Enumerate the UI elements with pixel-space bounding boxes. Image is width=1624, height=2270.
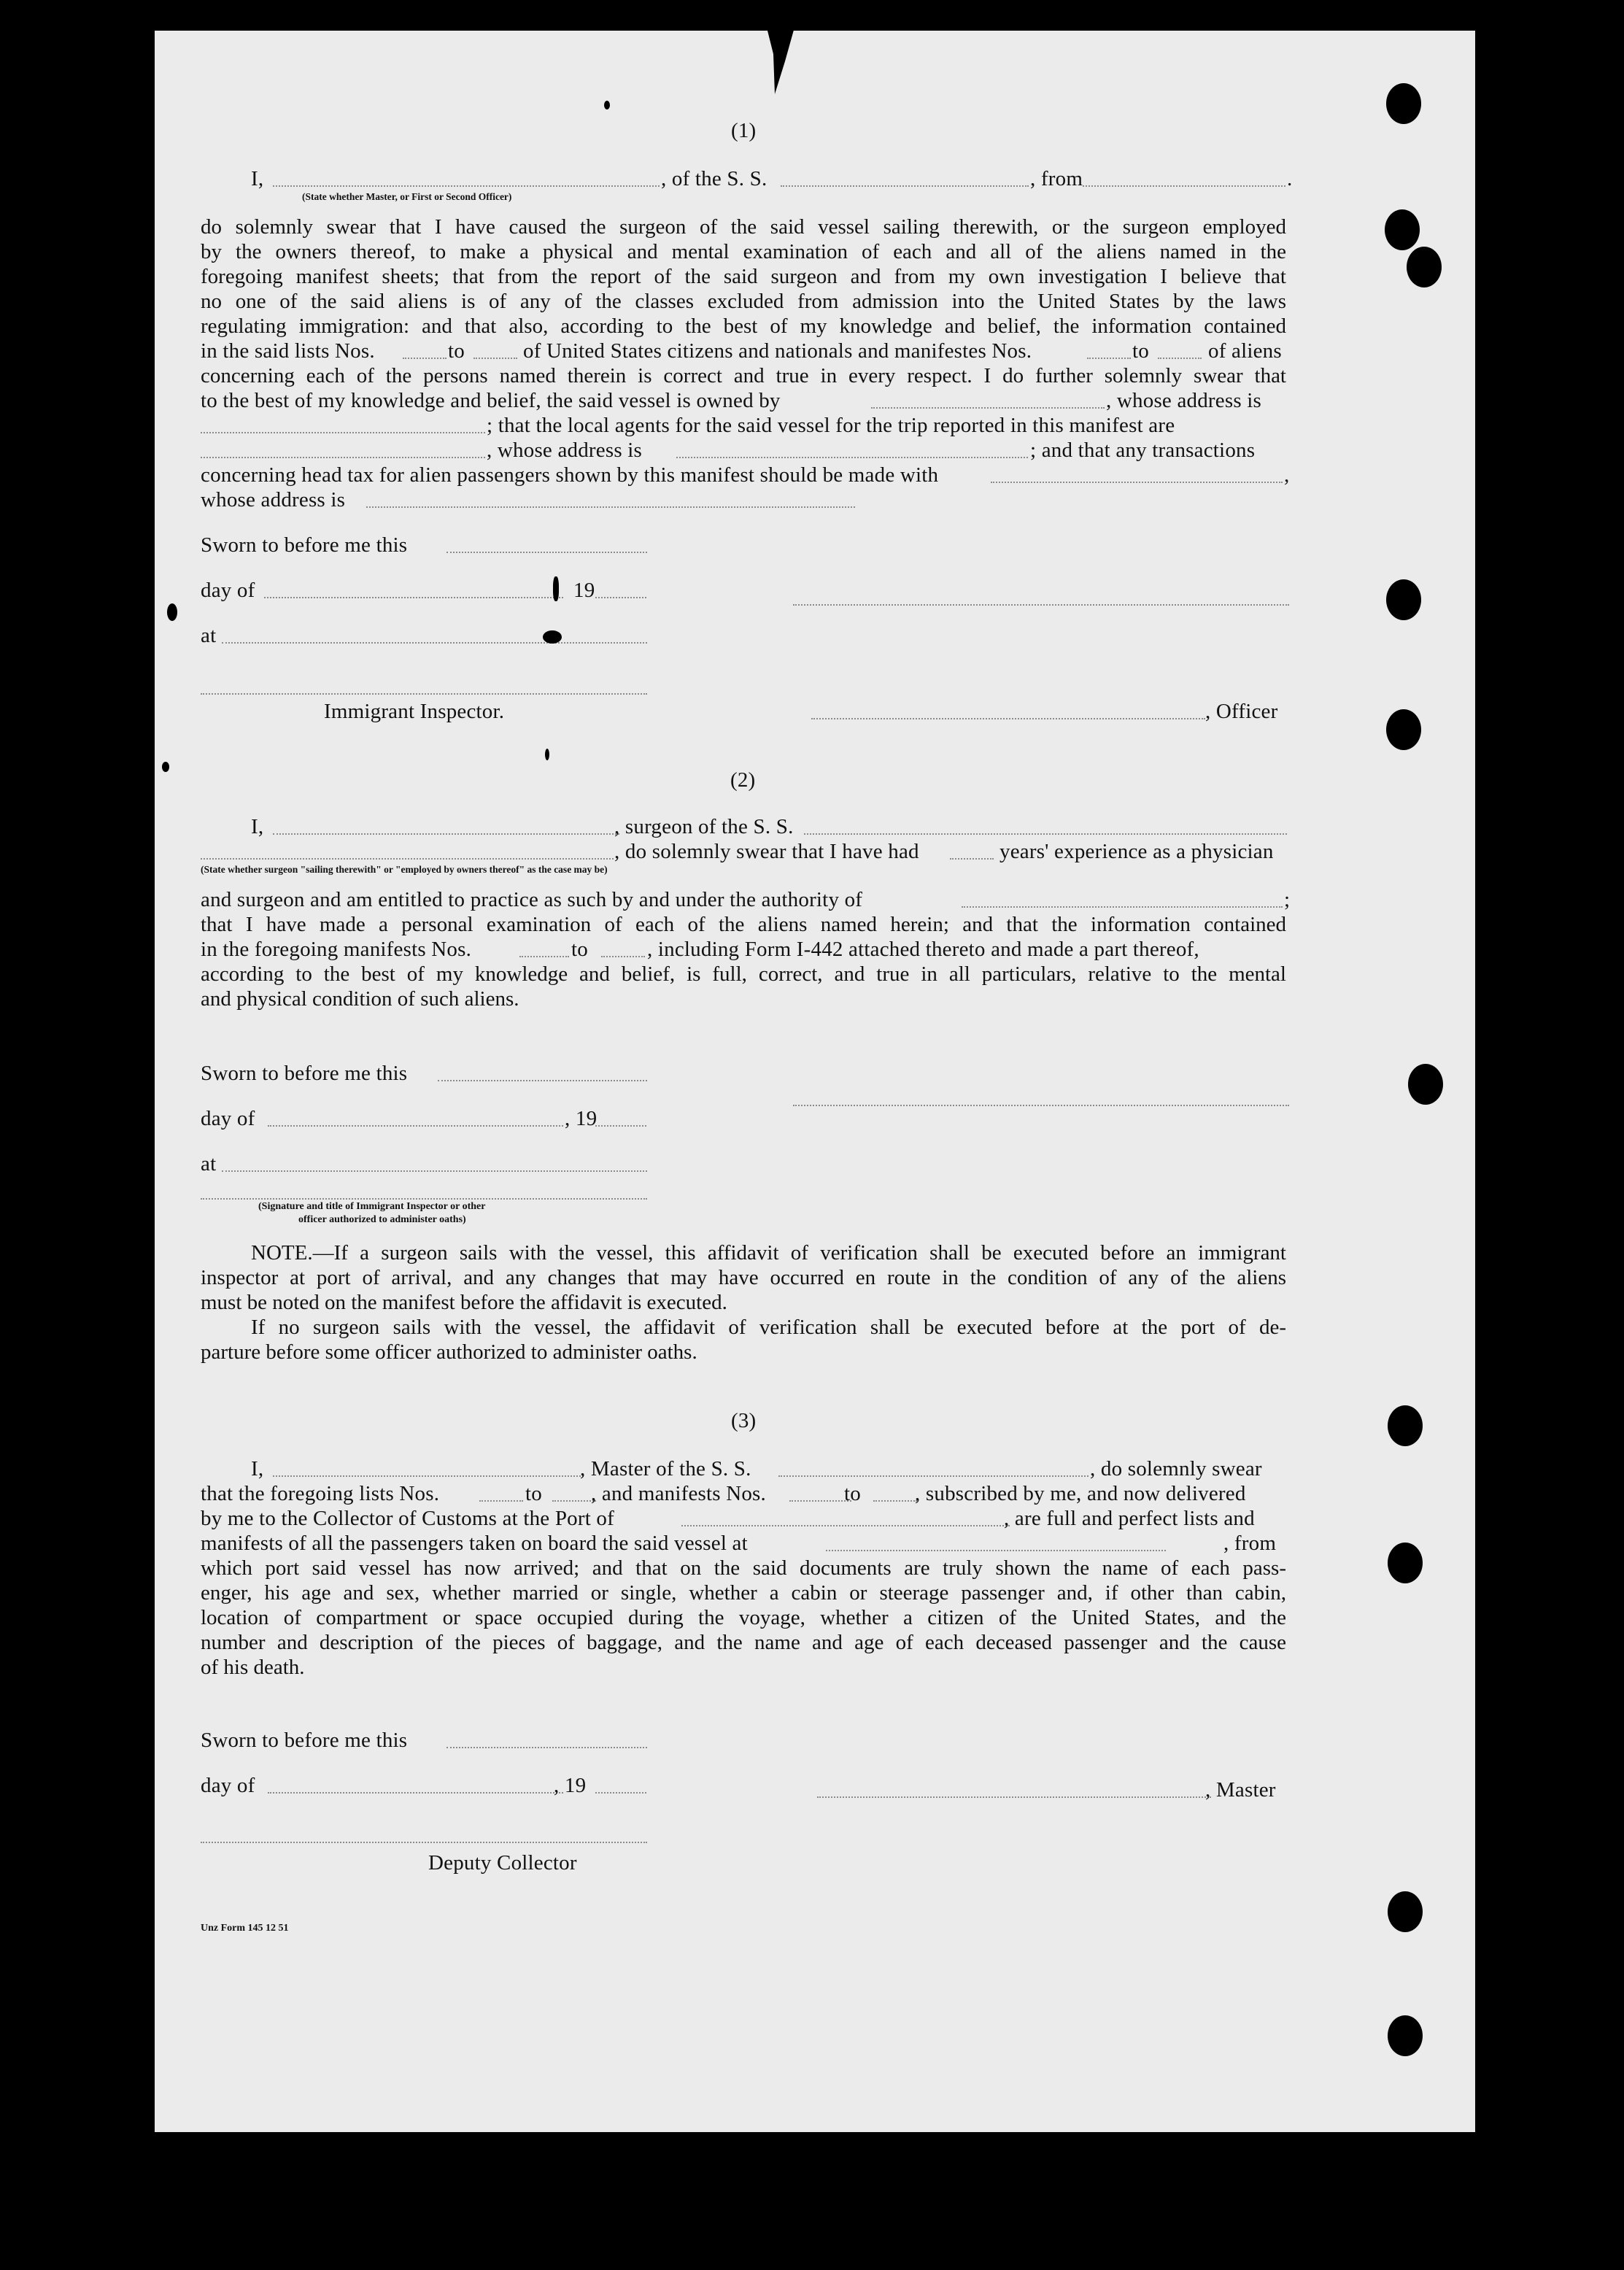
year-field[interactable] [595, 597, 646, 598]
to-label: to [844, 1482, 861, 1505]
manifests-to-field[interactable] [601, 956, 645, 957]
whose-address-label: , whose address is [487, 439, 643, 462]
body-line: no one of the said aliens is of any of the classes excluded from admission into the United States by the laws [201, 290, 1286, 313]
full-lists-label: , are full and perfect lists and [1004, 1507, 1255, 1530]
transactions-label: ; and that any transactions [1030, 439, 1256, 462]
body-line: do solemnly swear that I have caused the surgeon of the said vessel sailing therewith, or the surgeon employed [201, 215, 1286, 239]
sworn-day-field[interactable] [438, 1080, 647, 1081]
sworn-label: Sworn to before me this [201, 533, 408, 557]
body-line: and physical condition of such aliens. [201, 987, 519, 1011]
body-line: that I have made a personal examination of each of the aliens named herein; and that the information contained [201, 913, 1286, 936]
officer-note: (State whether Master, or First or Second Officer) [302, 191, 512, 202]
section-1-body [201, 215, 1286, 339]
at-label: at [201, 624, 217, 647]
section-3-i: I, [251, 1457, 264, 1480]
surgeon-signature-line[interactable] [793, 1105, 1289, 1106]
to-label: to [1132, 339, 1149, 363]
officer-name-field[interactable] [273, 185, 660, 187]
from-label: , from [1223, 1532, 1277, 1555]
deputy-collector-label: Deputy Collector [428, 1851, 577, 1875]
note-line: If no surgeon sails with the vessel, the affidavit of verification shall be executed before at the port of de- [251, 1316, 1286, 1339]
punch-hole [1388, 1543, 1423, 1583]
year-field[interactable] [595, 1792, 646, 1794]
lists-label: in the said lists Nos. [201, 339, 375, 363]
authority-field[interactable] [962, 906, 1283, 908]
year-field[interactable] [595, 1125, 646, 1127]
body-line: of his death. [201, 1656, 305, 1679]
master-label: , Master [1205, 1778, 1276, 1802]
to-label: to [525, 1482, 542, 1505]
month-field[interactable] [268, 1792, 563, 1794]
day-of-label: day of [201, 1107, 255, 1130]
master-of-label: , Master of the S. S. [580, 1457, 751, 1480]
section-1-number: (1) [731, 119, 757, 142]
years-experience-label: years' experience as a physician [999, 840, 1274, 863]
location-field[interactable] [222, 642, 647, 644]
from-port-field[interactable] [1083, 185, 1285, 187]
manifests-from-field[interactable] [789, 1500, 851, 1502]
ink-speck [545, 749, 549, 760]
year-label: , 19 [554, 1774, 587, 1797]
of-the-ss-label: , of the S. S. [661, 167, 767, 190]
body-line: which port said vessel has now arrived; and that on the said documents are truly shown the name of each pass- [201, 1556, 1286, 1580]
manifests-to-field[interactable] [1158, 358, 1202, 359]
signature-note-line-2: officer authorized to administer oaths) [298, 1214, 466, 1225]
surgeon-status-field[interactable] [201, 858, 614, 860]
owner-address-field[interactable] [201, 432, 485, 433]
signature-note-line-1: (Signature and title of Immigrant Inspector or other [258, 1201, 486, 1212]
owned-by-label: to the best of my knowledge and belief, the said vessel is owned by [201, 389, 781, 412]
owner-field[interactable] [871, 407, 1105, 409]
year-label: , 19 [565, 1107, 598, 1130]
body-line: concerning each of the persons named therein is correct and true in every respect. I do further solemnly swear that [201, 364, 1286, 387]
master-vessel-field[interactable] [778, 1475, 1089, 1477]
collector-signature-line[interactable] [201, 1842, 647, 1843]
body-line: location of compartment or space occupied during the voyage, whether a citizen of the United States, and the [201, 1606, 1286, 1629]
of-aliens-label: of aliens [1208, 339, 1282, 363]
form-number: Unz Form 145 12 51 [201, 1923, 289, 1934]
location-field[interactable] [222, 1170, 647, 1172]
section-2-body-2 [201, 962, 1286, 1011]
semicolon: ; [1284, 888, 1291, 911]
boarding-port-field[interactable] [826, 1550, 1166, 1551]
lists-to-field[interactable] [473, 358, 517, 359]
at-label: at [201, 1152, 217, 1175]
day-of-label: day of [201, 1774, 255, 1797]
note-block [201, 1240, 1286, 1364]
swear-label: , do solemnly swear that I have had [614, 840, 919, 863]
ink-speck [118, 1497, 125, 1510]
note-line: NOTE.—If a surgeon sails with the vessel, this affidavit of verification shall be executed before an immigrant [251, 1241, 1286, 1265]
month-field[interactable] [264, 597, 563, 598]
to-label: to [448, 339, 465, 363]
officer-signature-line[interactable] [793, 604, 1289, 606]
head-tax-contact-field[interactable] [991, 482, 1283, 483]
head-tax-label: concerning head tax for alien passengers shown by this manifest should be made with [201, 463, 939, 487]
inspector-signature-line[interactable] [201, 1198, 647, 1200]
lists-from-field[interactable] [479, 1500, 523, 1502]
master-signature-line[interactable] [817, 1796, 1211, 1798]
manifests-label: in the foregoing manifests Nos. [201, 938, 472, 961]
punch-hole [1388, 1405, 1423, 1446]
inspector-signature-line[interactable] [201, 693, 647, 695]
sworn-day-field[interactable] [446, 1747, 647, 1748]
punch-hole [1388, 1891, 1423, 1932]
lists-to-field[interactable] [552, 1500, 596, 1502]
section-2-number: (2) [730, 768, 756, 792]
ink-speck [162, 762, 169, 772]
punch-hole [1386, 709, 1421, 750]
ink-speck [543, 630, 562, 644]
port-label: by me to the Collector of Customs at the Port of [201, 1507, 614, 1530]
punch-hole [1388, 2015, 1423, 2056]
section-2-body [201, 912, 1286, 937]
body-line: enger, his age and sex, whether married or single, whether a cabin or steerage passenger and, if other than cabin, [201, 1581, 1286, 1605]
month-field[interactable] [268, 1125, 563, 1127]
lists-from-field[interactable] [403, 358, 446, 359]
ink-speck [553, 576, 559, 601]
punch-hole [1386, 579, 1421, 620]
ink-speck [167, 603, 177, 621]
lists-label: that the foregoing lists Nos. [201, 1482, 440, 1505]
year-label: 19 [573, 579, 595, 602]
note-line: parture before some officer authorized to administer oaths. [201, 1340, 697, 1364]
master-name-field[interactable] [273, 1475, 584, 1477]
whose-address-label: whose address is [201, 488, 346, 511]
surgeon-name-field[interactable] [273, 833, 619, 835]
contact-address-field[interactable] [366, 506, 855, 508]
board-label: manifests of all the passengers taken on board the said vessel at [201, 1532, 748, 1555]
years-field[interactable] [950, 858, 994, 860]
manifests-label: , and manifests Nos. [591, 1482, 766, 1505]
authority-label: and surgeon and am entitled to practice as such by and under the authority of [201, 888, 863, 911]
vessel-name-field[interactable] [781, 185, 1029, 187]
manifests-label: of United States citizens and nationals and manifestes Nos. [523, 339, 1032, 363]
body-line: regulating immigration: and that also, according to the best of my knowledge and belief, the information contained [201, 314, 1286, 338]
section-2-i: I, [251, 815, 264, 838]
sworn-label: Sworn to before me this [201, 1729, 408, 1752]
body-line: foregoing manifest sheets; that from the report of the said surgeon and from my own investigation I believe that [201, 265, 1286, 288]
subscribed-label: , subscribed by me, and now delivered [915, 1482, 1246, 1505]
punch-hole [1386, 83, 1421, 124]
manifests-from-field[interactable] [519, 956, 569, 957]
agents-field[interactable] [201, 457, 485, 458]
form-page [155, 31, 1475, 2132]
punch-hole [1385, 209, 1420, 250]
form-i442-label: , including Form I-442 attached thereto and made a part thereof, [647, 938, 1199, 961]
section-1-i: I, [251, 167, 264, 190]
officer-name-line[interactable] [811, 718, 1205, 719]
sworn-label: Sworn to before me this [201, 1062, 408, 1085]
section-3-body [201, 1556, 1286, 1680]
immigrant-inspector-label: Immigrant Inspector. [324, 700, 505, 723]
punch-hole [1407, 247, 1442, 287]
agents-address-field[interactable] [676, 457, 1028, 458]
manifests-to-field[interactable] [873, 1500, 917, 1502]
day-of-label: day of [201, 579, 255, 602]
local-agents-label: ; that the local agents for the said vessel for the trip reported in this manifest are [487, 414, 1175, 437]
body-line: by the owners thereof, to make a physical and mental examination of each and all of the aliens named in the [201, 240, 1286, 263]
note-line: inspector at port of arrival, and any changes that may have occurred en route in the condition of any of the aliens [201, 1266, 1286, 1289]
note-line: must be noted on the manifest before the affidavit is executed. [201, 1291, 727, 1314]
officer-label: , Officer [1205, 700, 1278, 723]
surgeon-vessel-field[interactable] [804, 833, 1287, 835]
section-1-body-2 [201, 363, 1286, 388]
manifests-from-field[interactable] [1087, 358, 1131, 359]
comma: , [1284, 463, 1290, 487]
section-3-number: (3) [731, 1409, 757, 1432]
torn-notch [766, 25, 795, 98]
port-field[interactable] [681, 1525, 1010, 1526]
from-label: , from [1030, 167, 1083, 190]
surgeon-note: (State whether surgeon "sailing therewith" or "employed by owners thereof" as the case may be) [201, 864, 608, 875]
ink-speck [604, 101, 610, 109]
body-line: according to the best of my knowledge and belief, is full, correct, and true in all particulars, relative to the mental [201, 962, 1286, 986]
body-line: number and description of the pieces of baggage, and the name and age of each deceased passenger and the cause [201, 1631, 1286, 1654]
whose-address-label: , whose address is [1106, 389, 1262, 412]
swear-label: , do solemnly swear [1090, 1457, 1262, 1480]
sworn-day-field[interactable] [446, 552, 647, 553]
surgeon-of-label: , surgeon of the S. S. [614, 815, 794, 838]
to-label: to [571, 938, 588, 961]
line-end-period: . [1287, 167, 1293, 190]
punch-hole [1408, 1064, 1443, 1105]
